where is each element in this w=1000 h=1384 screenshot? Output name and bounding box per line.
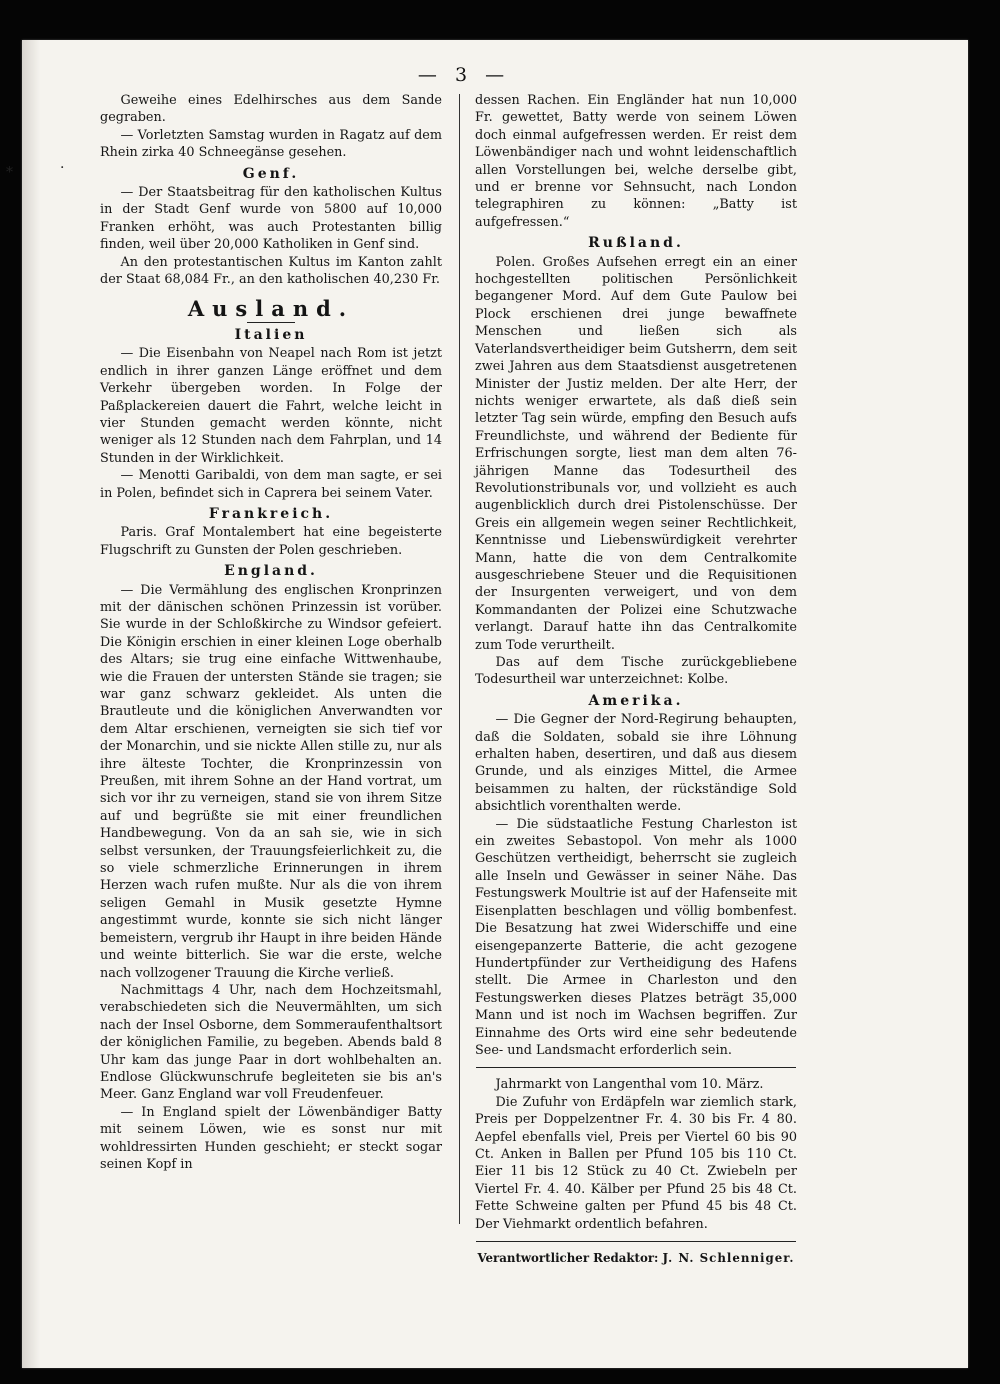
- paragraph: dessen Rachen. Ein Engländer hat nun 10,000 Fr. gewettet, Batty werde von seinem Löwen doch einmal aufgefressen werden. Er reist dem Löwenbändiger nach und wohnt leidenschaftlich allen Vorstellungen bei, welche derselbe gibt, und er brenne vor Sehnsucht, nach London telegraphiren zu können: „Batty ist aufgefressen.“: [475, 93, 797, 230]
- page-fold-shadow: [22, 40, 40, 1368]
- left-column: [100, 92, 442, 1173]
- paragraph: — Die Eisenbahn von Neapel nach Rom ist jetzt endlich in ihrer ganzen Länge eröffnet und dem Verkehr übergeben worden. In Folge der Paßplackereien dauert die Fahrt, welche leicht in vier Stunden gemacht werden könnte, nicht weniger als 12 Stunden nach dem Fahrplan, und 14 Stunden in der Wirklichkeit.: [100, 346, 442, 466]
- editor-label: Verantwortlicher Redaktor:: [477, 1251, 659, 1265]
- section-heading-russland: Rußland.: [588, 235, 684, 252]
- paragraph: — In England spielt der Löwenbändiger Batty mit seinem Löwen, wie es sonst nur mit wohldressirten Hunden geschieht; er steckt sogar seinen Kopf in: [100, 1104, 442, 1172]
- editor-line: [475, 1250, 797, 1267]
- paragraph: Die Zufuhr von Erdäpfeln war ziemlich stark, Preis per Doppelzentner Fr. 4. 30 bis Fr. 4 80. Aepfel ebenfalls viel, Preis per Viertel 60 bis 90 Ct. Anken in Ballen per Pfund 105 bis 110 Ct. Eier 11 bis 12 Stück zu 40 Ct. Zwiebeln per Viertel Fr. 4. 40. Kälber per Pfund 25 bis 48 Ct. Fette Schweine galten per Pfund 45 bis 48 Ct. Der Viehmarkt ordentlich befahren.: [475, 1094, 797, 1232]
- paragraph: — Die südstaatliche Festung Charleston ist ein zweites Sebastopol. Von mehr als 1000 Geschützen vertheidigt, beherrscht sie zugleich alle Inseln und Gewässer in seiner Nähe. Das Festungswerk Moultrie ist auf der Hafenseite mit Eisenplatten beschlagen und völlig bombenfest. Die Besatzung hat zwei Widerschiffe und eine eisengepanzerte Batterie, die acht gezogene Hundertpfünder zur Vertheidigung des Hafens stellt. Die Armee in Charleston und den Festungswerken dieses Platzes beträgt 35,000 Mann und ist noch im Wachsen begriffen. Zur Einnahme des Orts wird eine sehr bedeutende See- und Landsmacht erforderlich sein.: [475, 816, 797, 1058]
- market-title: Jahrmarkt von Langenthal vom 10. März.: [495, 1077, 764, 1093]
- paragraph: — Vorletzten Samstag wurden in Ragatz auf dem Rhein zirka 40 Schneegänse gesehen.: [100, 127, 442, 161]
- section-heading-italien: Italien: [234, 326, 308, 343]
- margin-mark: ·: [60, 160, 65, 176]
- divider: [476, 1067, 796, 1068]
- paragraph: An den protestantischen Kultus im Kanton zahlt der Staat 68,084 Fr., an den katholischen 40,230 Fr.: [100, 254, 442, 288]
- editor-name: J. N. Schlenniger.: [662, 1251, 795, 1265]
- divider: [247, 322, 295, 323]
- paragraph: Polen. Großes Aufsehen erregt ein an einer hochgestellten politischen Persönlichkeit begangener Mord. Auf dem Gute Paulow bei Plock erschienen drei junge bewaffnete Menschen und ließen sich als Vaterlandsvertheidiger beim Gutsherrn, dem seit zwei Jahren aus dem Staatsdienst ausgetretenen Minister der Justiz melden. Der alte Herr, der nichts weniger erwartete, als daß dieß sein letzter Tag sein würde, empfing den Besuch aufs Freundlichste, und während der Bediente für Erfrischungen sorgte, liest man dem alten 76-jährigen Manne das Todesurtheil des Revolutionstribunals vor, und vollzieht es auch augenblicklich durch drei Pistolenschüsse. Der Greis ein allgemein wegen seiner Rechtlichkeit, Kenntnisse und Liebenswürdigkeit verehrter Mann, hatte die von dem Centralkomite ausgeschriebene Steuer und die Requisitionen der Insurgenten verweigert, und von dem Kommandanten der Polizei eine Schutzwache verlangt. Darauf hatte ihn das Centralkomite zum Tode verurtheilt.: [475, 254, 797, 653]
- section-heading-frankreich: Frankreich.: [208, 505, 334, 522]
- paragraph: Nachmittags 4 Uhr, nach dem Hochzeitsmahl, verabschiedeten sich die Neuvermählten, um sich nach der Insel Osborne, dem Sommeraufenthaltsort der königlichen Familie, zu begeben. Abends bald 8 Uhr kam das junge Paar in dort wohlbehalten an. Endlose Glückwunschrufe begleiteten sie bis an's Meer. Ganz England war voll Freudenfeuer.: [100, 982, 442, 1103]
- page-number: — 3 —: [417, 64, 511, 86]
- section-heading-genf: Genf.: [242, 165, 300, 182]
- column-divider: [459, 94, 460, 1224]
- paragraph: Paris. Graf Montalembert hat eine begeisterte Flugschrift zu Gunsten der Polen geschrieben.: [100, 525, 442, 558]
- paragraph: — Die Gegner der Nord-Regirung behaupten, daß die Soldaten, sobald sie ihre Löhnung erhalten haben, desertiren, und daß aus diesem Grunde, und als einziges Mittel, die Armee beisammen zu halten, der rückständige Sold absichtlich vorenthalten werde.: [475, 712, 797, 815]
- right-column: [475, 92, 797, 1267]
- section-heading-england: England.: [224, 563, 318, 580]
- margin-mark: ⁎: [6, 160, 13, 176]
- paragraph: Geweihe eines Edelhirsches aus dem Sande gegraben.: [100, 93, 442, 126]
- paragraph: — Menotti Garibaldi, von dem man sagte, er sei in Polen, befindet sich in Caprera bei seinem Vater.: [100, 468, 442, 501]
- divider: [476, 1241, 796, 1242]
- paragraph: Das auf dem Tische zurückgebliebene Todesurtheil war unterzeichnet: Kolbe.: [475, 655, 797, 688]
- section-heading-amerika: Amerika.: [588, 692, 684, 709]
- section-heading-ausland: Ausland.: [187, 296, 355, 322]
- paragraph: — Der Staatsbeitrag für den katholischen Kultus in der Stadt Genf wurde von 5800 auf 10,000 Franken erhöht, was auch Protestanten billig finden, weil über 20,000 Katholiken in Genf sind.: [100, 185, 442, 253]
- paragraph: — Die Vermählung des englischen Kronprinzen mit der dänischen schönen Prinzessin ist vorüber. Sie wurde in der Schloßkirche zu Windsor gefeiert. Die Königin erschien in einer kleinen Loge oberhalb des Altars; sie trug eine einfache Wittwenhaube, wie die Frauen der untersten Stände sie tragen; sie war ganz schwarz gekleidet. Als unten die Brautleute und die königlichen Anverwandten vor dem Altar erschienen, verneigten sie sich tief vor der Monarchin, und sie nickte Allen stille zu, nur als ihre älteste Tochter, die Kronprinzessin von Preußen, mit ihrem Sohne an der Hand vortrat, um sich vor ihr zu verneigen, stand sie von ihrem Sitze auf und begrüßte sie mit einer freundlichen Handbewegung. Von da an sah sie, wie in sich selbst versunken, der Trauungsfeierlichkeit zu, die so viele schmerzliche Erinnerungen in ihrem Herzen wach rufen mußte. Nur als die von ihrem seligen Gemahl in Musik gesetzte Hymne angestimmt wurde, konnte sie sich nicht länger bemeistern, vergrub ihr Haupt in ihre beiden Hände und weinte bitterlich. Sie war die erste, welche nach vollzogener Trauung die Kirche verließ.: [100, 582, 442, 981]
